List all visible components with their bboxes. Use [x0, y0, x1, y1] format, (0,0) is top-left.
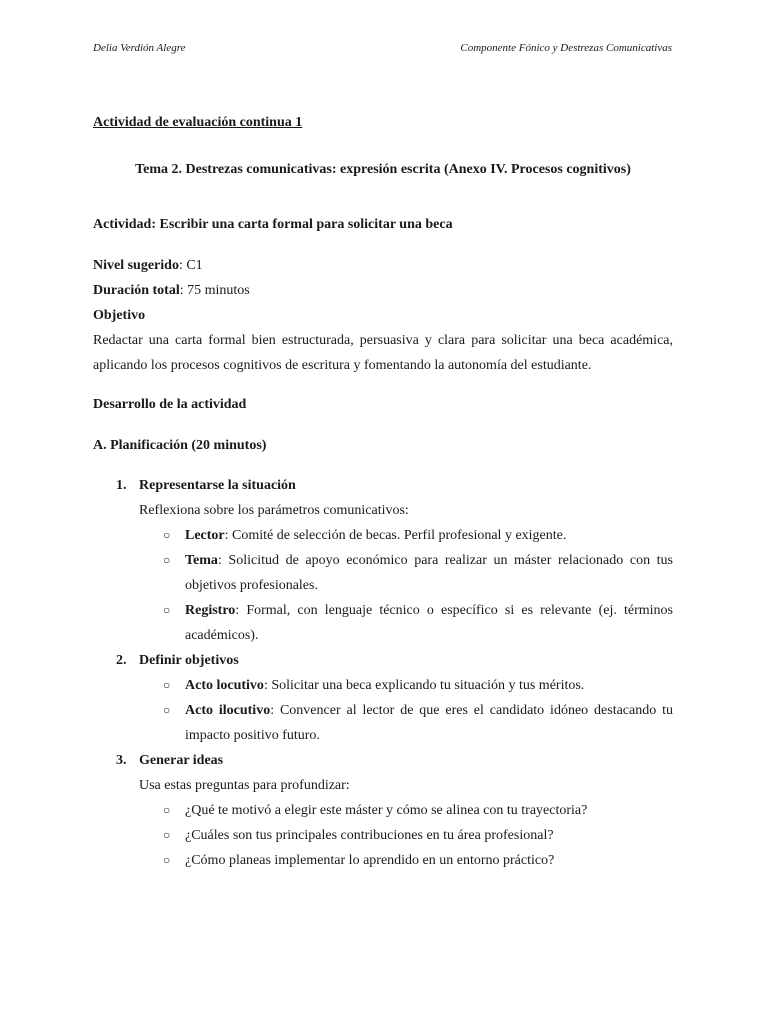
- duration-value: : 75 minutos: [179, 283, 250, 298]
- page-header: [93, 42, 672, 54]
- section-title: Desarrollo de la actividad: [93, 397, 247, 412]
- item-text: : Comité de selección de becas. Perfil profesional y exigente.: [224, 528, 567, 543]
- item-label: Acto ilocutivo: [185, 703, 271, 718]
- item-label: Lector: [185, 528, 225, 543]
- objective-label: Objetivo: [93, 308, 146, 323]
- list-item: [139, 698, 673, 748]
- step-number: 2.: [116, 653, 127, 668]
- step-title: Definir objetivos: [139, 653, 239, 668]
- list-item: [139, 548, 673, 598]
- list-item: [139, 673, 673, 698]
- document-body: [93, 110, 673, 873]
- item-text: ¿Cuáles son tus principales contribuciones en tu área profesional?: [185, 828, 554, 843]
- document-title: Actividad de evaluación continua 1: [93, 115, 303, 130]
- bullet-icon: ○: [163, 828, 171, 842]
- step-number: 3.: [116, 753, 127, 768]
- item-label: Acto locutivo: [185, 678, 264, 693]
- item-text: : Formal, con lenguaje técnico o específico si es relevante (ej. términos académicos).: [185, 603, 673, 643]
- item-label: Tema: [185, 553, 218, 568]
- step-intro: Reflexiona sobre los parámetros comunicativos:: [139, 503, 409, 518]
- step-number: 1.: [116, 478, 127, 493]
- header-course: Componente Fónico y Destrezas Comunicativas: [460, 42, 672, 54]
- step-item: [93, 648, 673, 748]
- bullet-icon: ○: [163, 528, 171, 542]
- item-text: ¿Qué te motivó a elegir este máster y cómo se alinea con tu trayectoria?: [185, 803, 588, 818]
- header-author: Delia Verdión Alegre: [93, 42, 186, 54]
- step-item: [93, 473, 673, 648]
- list-item: [139, 848, 673, 873]
- planning-steps: [93, 473, 673, 873]
- item-label: Registro: [185, 603, 236, 618]
- list-item: [139, 823, 673, 848]
- bullet-icon: ○: [163, 703, 171, 717]
- step-title: Generar ideas: [139, 753, 224, 768]
- activity-heading: Actividad: Escribir una carta formal para solicitar una beca: [93, 217, 453, 232]
- subsection-title: A. Planificación (20 minutos): [93, 438, 267, 453]
- step-title: Representarse la situación: [139, 478, 296, 493]
- bullet-icon: ○: [163, 803, 171, 817]
- step-intro: Usa estas preguntas para profundizar:: [139, 778, 350, 793]
- duration-label: Duración total: [93, 283, 180, 298]
- bullet-icon: ○: [163, 553, 171, 567]
- step-sublist: [139, 523, 673, 648]
- step-item: [93, 748, 673, 873]
- item-text: : Convencer al lector de que eres el candidato idóneo destacando tu impacto positivo futuro.: [185, 703, 673, 743]
- bullet-icon: ○: [163, 603, 171, 617]
- step-sublist: [139, 673, 673, 748]
- bullet-icon: ○: [163, 678, 171, 692]
- total-duration: [93, 278, 673, 303]
- level-value: : C1: [178, 258, 203, 273]
- document-theme: Tema 2. Destrezas comunicativas: expresión escrita (Anexo IV. Procesos cognitivos): [135, 162, 631, 177]
- item-text: ¿Cómo planeas implementar lo aprendido en un entorno práctico?: [185, 853, 555, 868]
- list-item: [139, 598, 673, 648]
- item-text: : Solicitar una beca explicando tu situación y tus méritos.: [263, 678, 585, 693]
- suggested-level: [93, 253, 673, 278]
- list-item: [139, 523, 673, 548]
- objective-text: Redactar una carta formal bien estructurada, persuasiva y clara para solicitar una beca académica, aplicando los procesos cognitivos de escritura y fomentando la autonomía del estudiante.: [93, 333, 673, 373]
- level-label: Nivel sugerido: [93, 258, 179, 273]
- list-item: [139, 798, 673, 823]
- bullet-icon: ○: [163, 853, 171, 867]
- item-text: : Solicitud de apoyo económico para realizar un máster relacionado con tus objetivos profesionales.: [185, 553, 673, 593]
- step-sublist: [139, 798, 673, 873]
